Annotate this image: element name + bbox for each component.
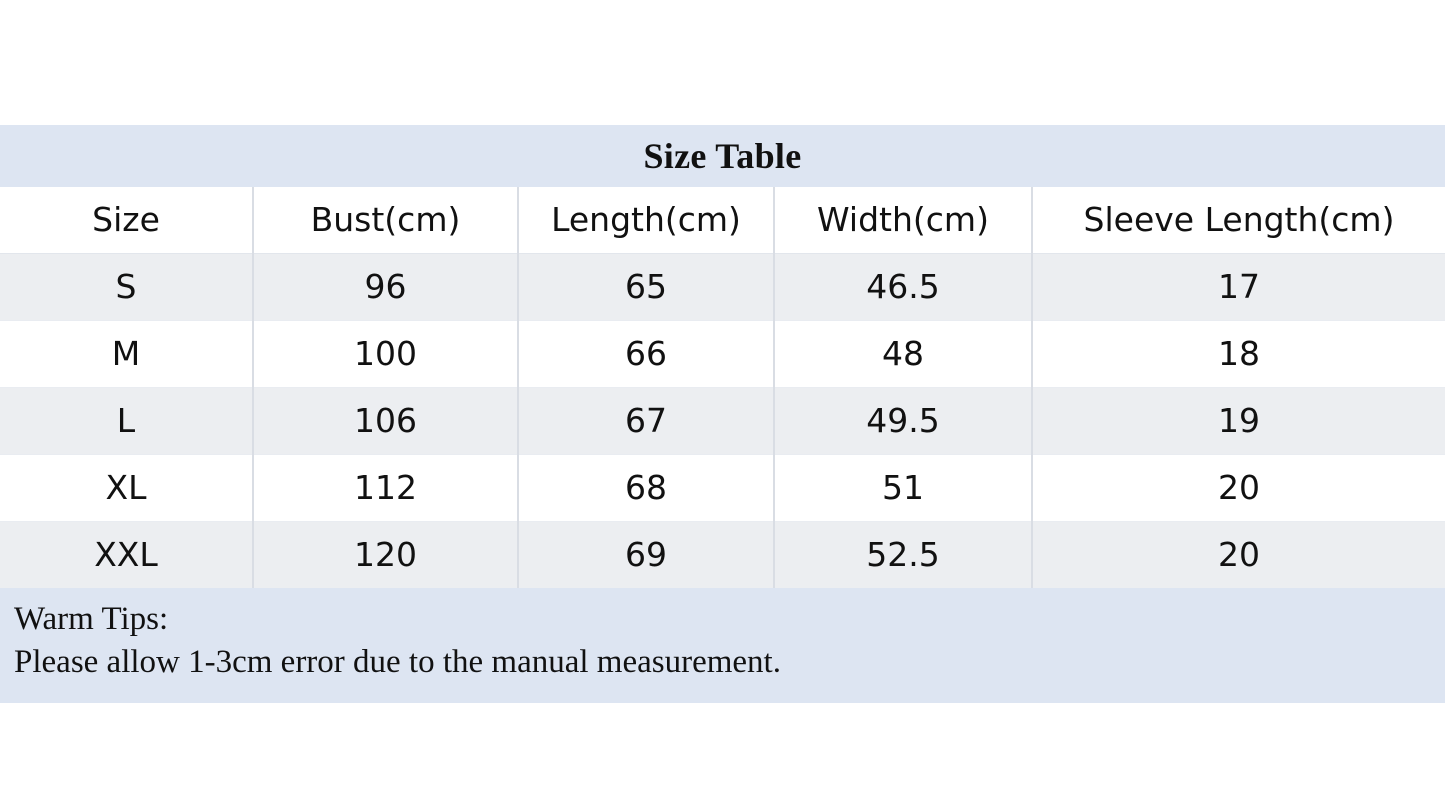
cell-width: 48 bbox=[774, 320, 1032, 387]
cell-length: 65 bbox=[518, 253, 774, 320]
warm-tips-section bbox=[0, 588, 1445, 703]
cell-sleeve: 20 bbox=[1032, 454, 1445, 521]
table-row bbox=[0, 454, 1445, 521]
cell-sleeve: 19 bbox=[1032, 387, 1445, 454]
column-header-size: Size bbox=[0, 187, 253, 254]
cell-length: 68 bbox=[518, 454, 774, 521]
column-header-width: Width(cm) bbox=[774, 187, 1032, 254]
size-chart-panel bbox=[0, 125, 1445, 703]
column-header-length: Length(cm) bbox=[518, 187, 774, 254]
table-row bbox=[0, 320, 1445, 387]
cell-width: 51 bbox=[774, 454, 1032, 521]
cell-width: 46.5 bbox=[774, 253, 1032, 320]
table-body bbox=[0, 253, 1445, 588]
column-header-sleeve: Sleeve Length(cm) bbox=[1032, 187, 1445, 254]
table-row bbox=[0, 253, 1445, 320]
cell-size: L bbox=[0, 387, 253, 454]
cell-size: S bbox=[0, 253, 253, 320]
cell-size: XL bbox=[0, 454, 253, 521]
page-title: Size Table bbox=[643, 136, 802, 176]
cell-sleeve: 20 bbox=[1032, 521, 1445, 588]
warm-tips-note: Please allow 1-3cm error due to the manual measurement. bbox=[14, 644, 781, 681]
size-table bbox=[0, 187, 1445, 588]
column-header-bust: Bust(cm) bbox=[253, 187, 518, 254]
cell-length: 67 bbox=[518, 387, 774, 454]
cell-bust: 106 bbox=[253, 387, 518, 454]
cell-sleeve: 18 bbox=[1032, 320, 1445, 387]
cell-sleeve: 17 bbox=[1032, 253, 1445, 320]
cell-width: 52.5 bbox=[774, 521, 1032, 588]
cell-size: M bbox=[0, 320, 253, 387]
warm-tips-heading: Warm Tips: bbox=[14, 600, 169, 637]
cell-length: 66 bbox=[518, 320, 774, 387]
cell-size: XXL bbox=[0, 521, 253, 588]
table-header bbox=[0, 187, 1445, 254]
cell-bust: 100 bbox=[253, 320, 518, 387]
cell-width: 49.5 bbox=[774, 387, 1032, 454]
table-row bbox=[0, 387, 1445, 454]
cell-bust: 120 bbox=[253, 521, 518, 588]
cell-bust: 96 bbox=[253, 253, 518, 320]
table-row bbox=[0, 521, 1445, 588]
cell-length: 69 bbox=[518, 521, 774, 588]
cell-bust: 112 bbox=[253, 454, 518, 521]
table-header-row bbox=[0, 187, 1445, 254]
